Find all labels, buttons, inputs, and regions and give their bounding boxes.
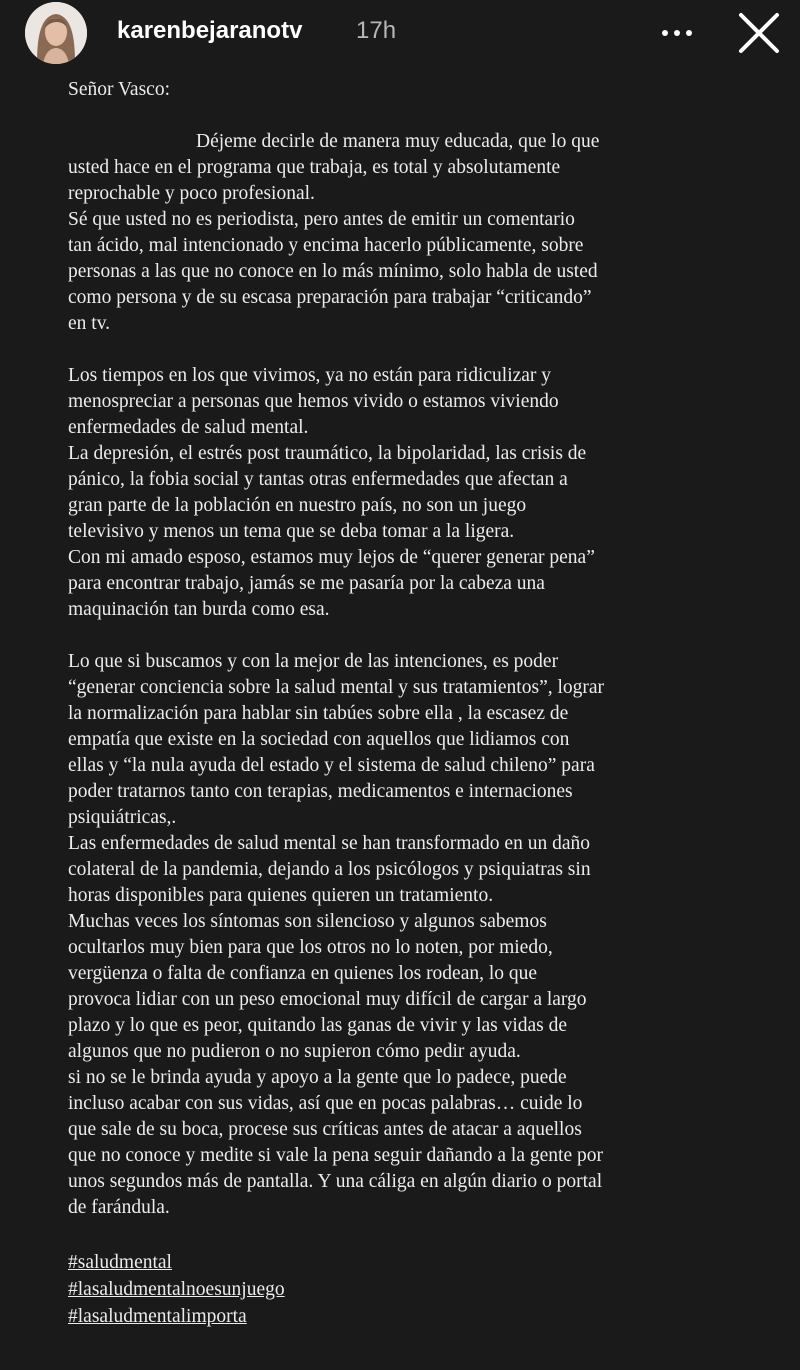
story-header	[0, 0, 800, 66]
text-line: personas a las que no conoce en lo más mínimo, solo habla de usted	[68, 261, 598, 282]
text-line: tan ácido, mal intencionado y encima hacerlo públicamente, sobre	[68, 235, 584, 256]
story-letter-text	[68, 75, 768, 1330]
text-line: unos segundos más de pantalla. Y una cáliga en algún diario o portal	[68, 1171, 603, 1192]
hashtag-link[interactable]: #lasaludmentalimporta	[68, 1306, 247, 1327]
text-line: si no se le brinda ayuda y apoyo a la gente que lo padece, puede	[68, 1067, 567, 1088]
text-line: colateral de la pandemia, dejando a los psicólogos y psiquiatras sin	[68, 859, 591, 880]
text-line: plazo y lo que es peor, quitando las ganas de vivir y las vidas de	[68, 1015, 568, 1036]
text-line: de farándula.	[68, 1197, 170, 1218]
text-line: Sé que usted no es periodista, pero antes de emitir un comentario	[68, 209, 575, 230]
text-line: pánico, la fobia social y tantas otras enfermedades que afectan a	[68, 469, 568, 490]
text-line: horas disponibles para quienes quieren un tratamiento.	[68, 885, 494, 906]
text-line: “generar conciencia sobre la salud mental y sus tratamientos”, lograr	[68, 677, 605, 698]
paragraph-1	[68, 129, 768, 337]
text-line: como persona y de su escasa preparación para trabajar “criticando”	[68, 287, 592, 308]
hashtag-list	[68, 1249, 768, 1330]
text-line: psiquiátricas,.	[68, 807, 177, 828]
avatar[interactable]	[25, 2, 87, 64]
text-line: poder tratarnos tanto con terapias, medicamentos e internaciones	[68, 781, 573, 802]
text-line: La depresión, el estrés post traumático, la bipolaridad, las crisis de	[68, 443, 587, 464]
text-line: incluso acabar con sus vidas, así que en pocas palabras… cuide lo	[68, 1093, 583, 1114]
username[interactable]: karenbejaranotv	[117, 17, 303, 44]
paragraph-3	[68, 649, 768, 1221]
text-line: Déjeme decirle de manera muy educada, que lo que	[196, 131, 600, 152]
text-line: gran parte de la población en nuestro país, no son un juego	[68, 495, 527, 516]
text-line: algunos que no pudieron o no supieron cómo pedir ayuda.	[68, 1041, 521, 1062]
text-line: maquinación tan burda como esa.	[68, 599, 330, 620]
text-line: para encontrar trabajo, jamás se me pasaría por la cabeza una	[68, 573, 545, 594]
avatar-photo	[25, 2, 87, 64]
text-line: reprochable y poco profesional.	[68, 183, 315, 204]
text-line: usted hace en el programa que trabaja, es total y absolutamente	[68, 157, 561, 178]
paragraph-2	[68, 363, 768, 623]
text-line: vergüenza o falta de confianza en quienes los rodean, lo que	[68, 963, 538, 984]
text-line: en tv.	[68, 313, 111, 334]
close-icon	[736, 10, 782, 56]
text-line: Con mi amado esposo, estamos muy lejos de “querer generar pena”	[68, 547, 595, 568]
text-line: que no conoce y medite si vale la pena seguir dañando a la gente por	[68, 1145, 603, 1166]
text-line: provoca lidiar con un peso emocional muy difícil de cargar a largo	[68, 989, 587, 1010]
text-line: que sale de su boca, procese sus críticas antes de atacar a aquellos	[68, 1119, 582, 1140]
text-line: Muchas veces los síntomas son silencioso y algunos sabemos	[68, 911, 547, 932]
text-line: televisivo y menos un tema que se deba tomar a la ligera.	[68, 521, 515, 542]
text-line: Las enfermedades de salud mental se han transformado en un daño	[68, 833, 590, 854]
more-options-button[interactable]	[657, 18, 697, 48]
text-line: menospreciar a personas que hemos vivido o estamos viviendo	[68, 391, 559, 412]
text-line: Lo que si buscamos y con la mejor de las intenciones, es poder	[68, 651, 559, 672]
letter-greeting: Señor Vasco:	[68, 79, 171, 100]
time-ago: 17h	[356, 17, 397, 44]
close-button[interactable]	[736, 10, 782, 56]
text-line: enfermedades de salud mental.	[68, 417, 309, 438]
text-line: ellas y “la nula ayuda del estado y el sistema de salud chileno” para	[68, 755, 595, 776]
text-line: empatía que existe en la sociedad con aquellos que lidiamos con	[68, 729, 570, 750]
text-line: la normalización para hablar sin tabúes sobre ella , la escasez de	[68, 703, 569, 724]
text-line: Los tiempos en los que vivimos, ya no están para ridiculizar y	[68, 365, 552, 386]
hashtag-link[interactable]: #saludmental	[68, 1252, 172, 1273]
text-line: ocultarlos muy bien para que los otros no lo noten, por miedo,	[68, 937, 553, 958]
more-horizontal-icon	[657, 18, 697, 48]
hashtag-link[interactable]: #lasaludmentalnoesunjuego	[68, 1279, 285, 1300]
